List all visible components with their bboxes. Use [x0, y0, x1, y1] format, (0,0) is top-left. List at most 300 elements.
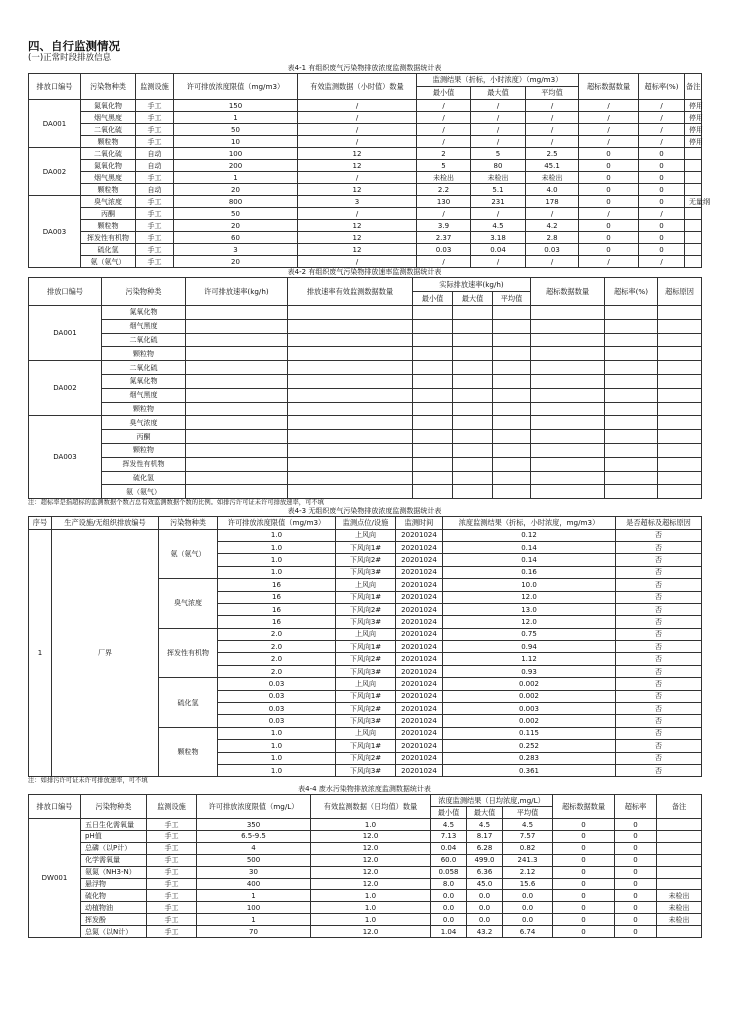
empty-cell — [413, 485, 453, 499]
empty-cell — [605, 388, 658, 402]
table-cell: 20201024 — [396, 541, 443, 553]
table-cell: 1.0 — [218, 727, 336, 739]
empty-cell — [605, 471, 658, 485]
header-cell: 平均值 — [503, 807, 553, 819]
pollutant-name: 氨（氨气） — [159, 529, 218, 579]
empty-cell — [453, 319, 493, 333]
table-row — [29, 112, 702, 124]
header-cell: 超标原因 — [658, 278, 702, 306]
table-cell: 10 — [174, 136, 298, 148]
table-cell: / — [298, 136, 417, 148]
table-cell: 100 — [197, 902, 311, 914]
empty-cell — [605, 430, 658, 444]
pollutant-name: 化学需氧量 — [81, 854, 147, 866]
header-cell: 是否超标及超标原因 — [616, 517, 702, 529]
table-row — [29, 220, 702, 232]
outlet-id: DW001 — [29, 819, 81, 938]
table-cell: / — [526, 136, 579, 148]
empty-cell — [493, 361, 531, 375]
table-row — [29, 819, 702, 831]
empty-cell — [288, 443, 413, 457]
table-cell: 0 — [639, 148, 685, 160]
table-cell: 0.0 — [431, 914, 467, 926]
table-cell: 100 — [174, 148, 298, 160]
table-cell: 45.0 — [467, 878, 503, 890]
pollutant-name: 五日生化需氧量 — [81, 819, 147, 831]
table-cell: 6.36 — [467, 866, 503, 878]
table-cell: 60.0 — [431, 854, 467, 866]
table-cell: 6.5-9.5 — [197, 831, 311, 843]
empty-cell — [605, 361, 658, 375]
table-cell: 12.0 — [311, 831, 431, 843]
table-row — [29, 136, 702, 148]
section-title: 四、自行监测情况 — [28, 39, 120, 53]
pollutant-name: 颗粒物 — [81, 220, 136, 232]
table-cell: 0.03 — [218, 715, 336, 727]
table-cell: 0.0 — [503, 890, 553, 902]
table-cell: 20201024 — [396, 616, 443, 628]
pollutant-name: 颗粒物 — [102, 443, 186, 457]
table-header-row — [29, 795, 702, 807]
empty-cell — [413, 402, 453, 416]
header-cell: 最大值 — [467, 807, 503, 819]
header-cell: 最大值 — [453, 292, 493, 306]
empty-cell — [413, 361, 453, 375]
header-cell: 排放口编号 — [29, 74, 81, 100]
table-cell: 否 — [616, 678, 702, 690]
header-cell: 排放口编号 — [29, 278, 102, 306]
table-cell: 1.04 — [431, 926, 467, 938]
table-cell: 0 — [579, 220, 639, 232]
header-cell: 超标率(%) — [605, 278, 658, 306]
header-cell: 监测结果（折标，小时浓度）（mg/m3） — [417, 74, 579, 87]
table-cell: 1.0 — [218, 529, 336, 541]
empty-cell — [186, 485, 288, 499]
pollutant-name: 颗粒物 — [81, 184, 136, 196]
empty-cell — [531, 485, 605, 499]
table-cell: 2.0 — [218, 653, 336, 665]
table-cell: 否 — [616, 740, 702, 752]
table-cell: 手工 — [147, 890, 197, 902]
table-cell: 20201024 — [396, 665, 443, 677]
table-cell: 0.002 — [443, 690, 616, 702]
table-cell: 1 — [174, 172, 298, 184]
table-row — [29, 914, 702, 926]
table4-wastewater-concentration — [28, 794, 702, 938]
empty-cell — [186, 388, 288, 402]
table-cell: 15.6 — [503, 878, 553, 890]
pollutant-name: 挥发性有机物 — [81, 232, 136, 244]
empty-cell — [453, 374, 493, 388]
empty-cell — [288, 457, 413, 471]
table-cell: 0 — [579, 196, 639, 208]
table-cell: 手工 — [136, 136, 174, 148]
table-cell: 12 — [298, 220, 417, 232]
empty-cell — [413, 319, 453, 333]
table-cell: 0.115 — [443, 727, 616, 739]
table-cell: 4.5 — [467, 819, 503, 831]
table-cell: 停用 — [685, 112, 702, 124]
header-cell: 监测设施 — [136, 74, 174, 100]
table-cell: 12 — [298, 232, 417, 244]
empty-cell — [186, 319, 288, 333]
empty-cell — [531, 416, 605, 430]
empty-cell — [493, 347, 531, 361]
pollutant-name: 氨（氨气） — [102, 485, 186, 499]
table-row — [29, 430, 702, 444]
table-cell: 7.13 — [431, 831, 467, 843]
table-row — [29, 902, 702, 914]
facility-name: 厂界 — [52, 529, 159, 777]
table-row — [29, 416, 702, 430]
table-cell: 0.0 — [467, 914, 503, 926]
table-cell: / — [579, 208, 639, 220]
pollutant-name: 丙酮 — [81, 208, 136, 220]
table-cell: 0.94 — [443, 641, 616, 653]
table-cell: 0 — [615, 914, 657, 926]
table-cell: 0 — [553, 890, 615, 902]
table-cell: 2 — [417, 148, 471, 160]
table-cell: / — [579, 136, 639, 148]
table-cell: 停用 — [685, 100, 702, 112]
empty-cell — [453, 443, 493, 457]
table-cell: / — [639, 256, 685, 268]
table-cell: / — [526, 256, 579, 268]
table-cell: 350 — [197, 819, 311, 831]
table-cell: 0 — [579, 148, 639, 160]
table-cell — [685, 244, 702, 256]
empty-cell — [531, 443, 605, 457]
table-cell: 12 — [298, 244, 417, 256]
table-row — [29, 256, 702, 268]
table-cell: 手工 — [147, 914, 197, 926]
table-cell: 20201024 — [396, 690, 443, 702]
pollutant-name: 挥发性有机物 — [102, 457, 186, 471]
table-cell — [685, 160, 702, 172]
table-cell: 0.04 — [471, 244, 526, 256]
empty-cell — [413, 347, 453, 361]
empty-cell — [658, 361, 702, 375]
table-cell: 50 — [174, 124, 298, 136]
table-cell: 1.0 — [218, 566, 336, 578]
table-cell: 0 — [553, 831, 615, 843]
empty-cell — [453, 388, 493, 402]
table-cell: 150 — [174, 100, 298, 112]
table-cell: 否 — [616, 764, 702, 776]
table-cell: 1.0 — [311, 890, 431, 902]
table-cell: 0.0 — [431, 902, 467, 914]
pollutant-name: 烟气黑度 — [81, 172, 136, 184]
table-row — [29, 148, 702, 160]
table-cell: 3 — [298, 196, 417, 208]
empty-cell — [493, 374, 531, 388]
table-cell: 400 — [197, 878, 311, 890]
empty-cell — [605, 319, 658, 333]
table-cell: 0 — [639, 172, 685, 184]
table-cell: 12 — [298, 184, 417, 196]
header-cell: 超标数据数量 — [531, 278, 605, 306]
empty-cell — [605, 443, 658, 457]
pollutant-name: 臭气浓度 — [81, 196, 136, 208]
table-header-row — [29, 74, 702, 87]
table-cell: 8.0 — [431, 878, 467, 890]
table2-note: 注：超标率是指超标的监测数据个数占总有效监测数据个数的比例。如排污许可证未许可排放速率，可不填 — [28, 499, 324, 507]
table-cell: 上风向 — [336, 678, 396, 690]
empty-cell — [288, 430, 413, 444]
outlet-id: DA002 — [29, 148, 81, 196]
table-cell: 0 — [579, 184, 639, 196]
empty-cell — [413, 471, 453, 485]
table-row — [29, 471, 702, 485]
table-cell: 手工 — [136, 124, 174, 136]
table-cell: 12.0 — [311, 866, 431, 878]
table-cell: 0 — [553, 926, 615, 938]
table-cell: 3 — [174, 244, 298, 256]
empty-cell — [493, 443, 531, 457]
table-cell: 手工 — [136, 232, 174, 244]
empty-cell — [413, 374, 453, 388]
table-cell: 20201024 — [396, 764, 443, 776]
table-cell: 0.03 — [218, 690, 336, 702]
empty-cell — [605, 416, 658, 430]
table-cell: 12.0 — [443, 591, 616, 603]
table-cell — [685, 232, 702, 244]
header-cell: 污染物种类 — [81, 795, 147, 819]
table-cell: / — [471, 256, 526, 268]
table1-body — [29, 100, 711, 268]
table-cell: 5.1 — [471, 184, 526, 196]
table-cell: 0 — [553, 866, 615, 878]
table-cell: / — [639, 100, 685, 112]
table-cell: 否 — [616, 529, 702, 541]
table-row — [29, 347, 702, 361]
pollutant-name: 丙酮 — [102, 430, 186, 444]
table-cell — [657, 842, 702, 854]
table-cell: 12.0 — [311, 854, 431, 866]
table-cell: 0.252 — [443, 740, 616, 752]
table-cell: 0.03 — [218, 678, 336, 690]
table-cell: / — [417, 208, 471, 220]
empty-cell — [288, 416, 413, 430]
empty-cell — [493, 471, 531, 485]
header-cell: 超标数据数量 — [579, 74, 639, 100]
table-row — [29, 124, 702, 136]
table-cell: 0.0 — [467, 890, 503, 902]
empty-cell — [413, 457, 453, 471]
pollutant-name: 硫化物 — [81, 890, 147, 902]
table-cell: 12.0 — [443, 616, 616, 628]
table-cell: 20201024 — [396, 628, 443, 640]
table-cell: / — [579, 100, 639, 112]
table-cell: 0 — [579, 244, 639, 256]
empty-cell — [493, 416, 531, 430]
table-cell: 下风向2# — [336, 703, 396, 715]
header-cell: 平均值 — [526, 87, 579, 100]
table-cell: 20 — [174, 220, 298, 232]
table-cell: / — [298, 124, 417, 136]
table-cell: / — [298, 112, 417, 124]
table-cell: 231 — [471, 196, 526, 208]
table-cell: 0 — [579, 232, 639, 244]
table-cell: 手工 — [147, 866, 197, 878]
table-cell: 未检出 — [657, 914, 702, 926]
empty-cell — [531, 333, 605, 347]
empty-cell — [186, 443, 288, 457]
empty-cell — [288, 388, 413, 402]
table-cell: 1.0 — [218, 740, 336, 752]
table-cell: / — [526, 100, 579, 112]
table-cell: 手工 — [147, 878, 197, 890]
empty-cell — [605, 485, 658, 499]
header-cell: 污染物种类 — [102, 278, 186, 306]
table-cell: 20201024 — [396, 591, 443, 603]
table-cell: 13.0 — [443, 603, 616, 615]
table-cell: 0.16 — [443, 566, 616, 578]
table-cell: 自动 — [136, 184, 174, 196]
pollutant-name: 氮氧化物 — [102, 374, 186, 388]
header-cell: 排放口编号 — [29, 795, 81, 819]
table-cell: 5 — [471, 148, 526, 160]
table-cell: 未检出 — [417, 172, 471, 184]
table2-caption: 表4-2 有组织废气污染物排放速率监测数据统计表 — [287, 268, 442, 276]
table-cell: 0 — [553, 854, 615, 866]
table-cell: 否 — [616, 591, 702, 603]
header-cell: 有效监测数据（小时值）数量 — [298, 74, 417, 100]
table-cell: 20201024 — [396, 727, 443, 739]
empty-cell — [493, 430, 531, 444]
table-cell: 0.002 — [443, 715, 616, 727]
empty-cell — [531, 471, 605, 485]
empty-cell — [288, 319, 413, 333]
table-cell: 0 — [639, 160, 685, 172]
table-cell: 手工 — [147, 831, 197, 843]
table-cell: 否 — [616, 616, 702, 628]
table-cell: 0 — [615, 878, 657, 890]
table-cell: 下风向3# — [336, 764, 396, 776]
table-cell: 0 — [615, 926, 657, 938]
table-cell: 12.0 — [311, 842, 431, 854]
table-cell — [685, 208, 702, 220]
table-cell: 1 — [174, 112, 298, 124]
pollutant-name: 氮氧化物 — [81, 100, 136, 112]
header-cell: 超标率(%) — [639, 74, 685, 100]
table-cell: 停用 — [685, 124, 702, 136]
pollutant-name: 硫化氢 — [102, 471, 186, 485]
table3-body — [29, 529, 702, 777]
table-cell: 20201024 — [396, 603, 443, 615]
table-row — [29, 457, 702, 471]
header-cell: 监测时间 — [396, 517, 443, 529]
table-cell: 70 — [197, 926, 311, 938]
table3-caption: 表4-3 无组织废气污染物排放浓度监测数据统计表 — [287, 507, 442, 516]
header-cell: 备注 — [685, 74, 702, 100]
table4-caption: 表4-4 废水污染物排放浓度监测数据统计表 — [298, 785, 431, 794]
empty-cell — [531, 457, 605, 471]
empty-cell — [605, 306, 658, 320]
table-cell: 1.0 — [218, 764, 336, 776]
table-cell: 16 — [218, 591, 336, 603]
table-cell: 上风向 — [336, 727, 396, 739]
table-header-row — [29, 517, 702, 529]
table-cell: 20201024 — [396, 554, 443, 566]
report-page — [28, 39, 711, 938]
table-cell: 20 — [174, 184, 298, 196]
header-cell: 最大值 — [471, 87, 526, 100]
table-cell: 手工 — [147, 819, 197, 831]
header-cell: 超标数据数量 — [553, 795, 615, 819]
table-cell: 下风向2# — [336, 603, 396, 615]
outlet-id: DA001 — [29, 100, 81, 148]
empty-cell — [453, 430, 493, 444]
table-cell: 否 — [616, 603, 702, 615]
table-cell: 否 — [616, 628, 702, 640]
table-cell: 自动 — [136, 160, 174, 172]
empty-cell — [453, 306, 493, 320]
table-cell — [685, 220, 702, 232]
table-cell: 手工 — [136, 208, 174, 220]
pollutant-name: 颗粒物 — [159, 727, 218, 777]
pollutant-name: pH值 — [81, 831, 147, 843]
table-cell: 未检出 — [657, 890, 702, 902]
table-cell: 0.04 — [431, 842, 467, 854]
table-cell: 1 — [197, 914, 311, 926]
table-cell: 0.03 — [218, 703, 336, 715]
table-cell: 手工 — [136, 100, 174, 112]
empty-cell — [413, 333, 453, 347]
empty-cell — [413, 416, 453, 430]
empty-cell — [453, 347, 493, 361]
header-cell: 最小值 — [413, 292, 453, 306]
pollutant-name: 烟气黑度 — [102, 319, 186, 333]
table-cell: 3.18 — [471, 232, 526, 244]
pollutant-name: 颗粒物 — [102, 347, 186, 361]
seq-number: 1 — [29, 529, 52, 777]
empty-cell — [531, 361, 605, 375]
table-cell: / — [526, 208, 579, 220]
table-cell — [657, 878, 702, 890]
table-cell: 800 — [174, 196, 298, 208]
table-cell: / — [298, 100, 417, 112]
table-cell: 0 — [615, 866, 657, 878]
pollutant-name: 颗粒物 — [81, 136, 136, 148]
table-row — [29, 890, 702, 902]
empty-cell — [493, 333, 531, 347]
empty-cell — [453, 485, 493, 499]
table-cell: 否 — [616, 690, 702, 702]
table-cell: 否 — [616, 727, 702, 739]
table-cell: 否 — [616, 541, 702, 553]
pollutant-name: 颗粒物 — [102, 402, 186, 416]
empty-cell — [186, 471, 288, 485]
table-cell: 2.12 — [503, 866, 553, 878]
header-cell: 实际排放速率(kg/h) — [413, 278, 531, 292]
empty-cell — [413, 430, 453, 444]
table-cell: 未检出 — [471, 172, 526, 184]
table-cell: 200 — [174, 160, 298, 172]
table-cell: 20 — [174, 256, 298, 268]
table-cell: 手工 — [136, 220, 174, 232]
pollutant-name: 动植物油 — [81, 902, 147, 914]
table-cell: / — [471, 112, 526, 124]
table-row — [29, 831, 702, 843]
header-cell: 污染物种类 — [81, 74, 136, 100]
table-cell: 0.283 — [443, 752, 616, 764]
table-cell: 241.3 — [503, 854, 553, 866]
table-cell — [657, 866, 702, 878]
table-cell: 4 — [197, 842, 311, 854]
table-cell: / — [417, 256, 471, 268]
empty-cell — [413, 443, 453, 457]
